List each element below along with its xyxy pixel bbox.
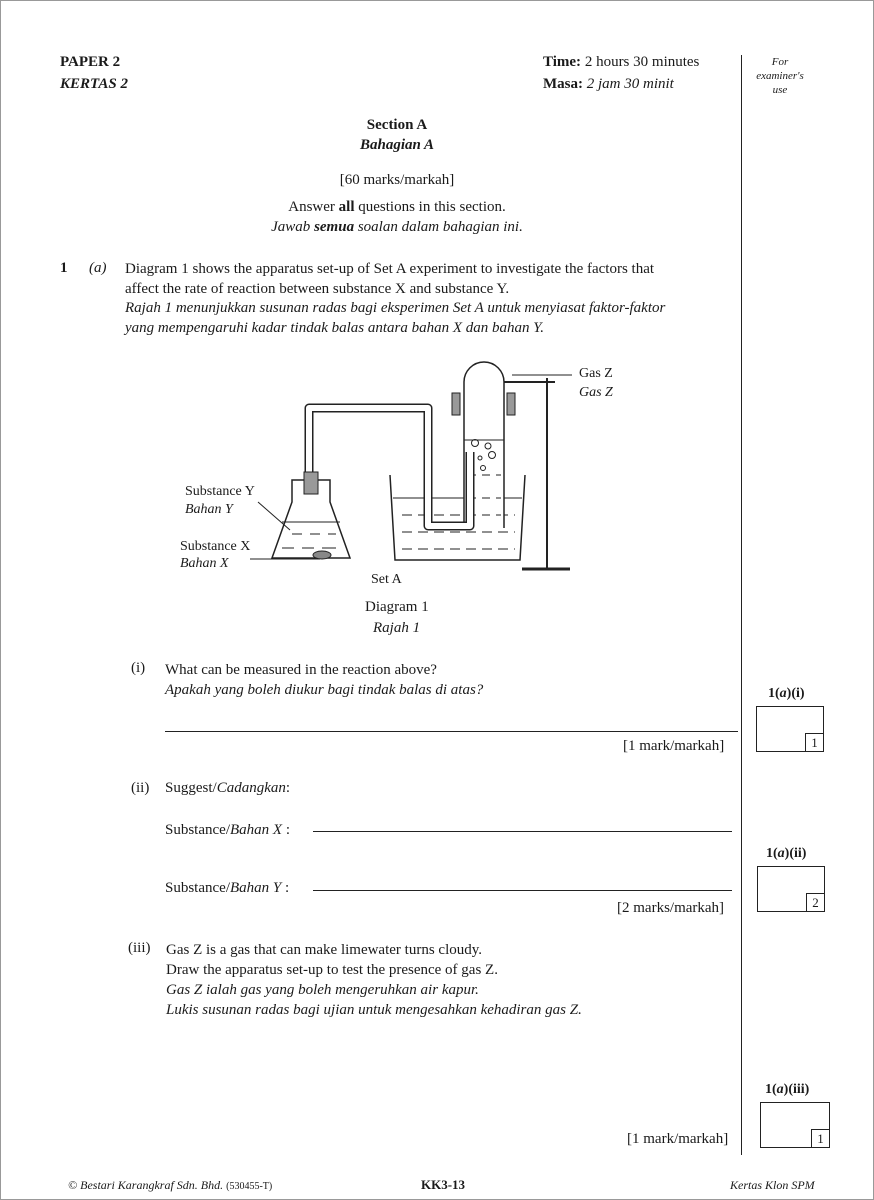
qi-box-label-a: a [779,686,787,701]
qii-box-label-pre: 1( [766,846,778,861]
qi-score-box[interactable] [756,706,824,752]
label-gas-z-ms: Gas Z [579,385,613,400]
qi-text-en: What can be measured in the reaction above? [165,662,437,678]
question-text-ms-2: yang mempengaruhi kadar tindak balas antara bahan X dan bahan Y. [125,319,545,336]
section-instruction [0,199,794,216]
qi-number: (i) [131,660,146,676]
qi-text [165,660,483,700]
clamp-right [507,393,515,415]
question-text-ms-1: Rajah 1 menunjukkan susunan radas bagi eksperimen Set A untuk menyiasat faktor-faktor [125,300,666,316]
masa-value: 2 jam 30 minit [583,76,674,92]
qii-suggest-colon: : [285,780,291,796]
clamp-left [452,393,460,415]
label-set-a: Set A [371,572,402,587]
qii-suggest [165,780,290,797]
qiii-box-label-a: a [776,1082,784,1097]
flask-stopper [304,472,318,494]
qi-box-label-pre: 1( [768,686,780,701]
examiner-note-1: For [771,56,789,68]
question-text-en-1: Diagram 1 shows the apparatus set-up of Set A experiment to investigate the factors that [125,261,655,277]
qiii-score-value: 1 [811,1129,829,1147]
paper-title-ms: KERTAS 2 [60,76,128,92]
footer-code: KK3-13 [421,1177,466,1192]
qi-text-ms: Apakah yang boleh diukur bagi tindak balas di atas? [165,682,484,698]
qii-suggest-ms: Cadangkan [216,780,286,796]
examiner-note-3: use [772,84,788,96]
qii-substance-y-line[interactable] [313,890,732,891]
section-marks-text: [60 marks/markah] [339,172,455,188]
qii-substance-y-label [165,880,289,897]
delivery-tube [309,408,470,526]
qii-sub-y-en: Substance/ [165,880,230,896]
masa-label: Masa: [543,76,583,92]
instr-ms-bold: semua [314,219,355,235]
examiner-note [744,55,816,97]
instr-en-bold: all [338,199,355,215]
qii-substance-x-label [165,822,290,839]
qiii-box-label [765,1082,809,1098]
qiii-score-box[interactable] [760,1102,830,1148]
qii-box-label [766,846,806,862]
label-substance-y: Substance Y [185,484,255,499]
time-label: Time: [543,54,582,70]
qi-score-value: 1 [805,733,823,751]
qi-answer-line[interactable] [165,731,738,732]
qiii-text-en-1: Gas Z is a gas that can make limewater turns cloudy. [166,942,483,958]
footer-reg: (530455-T) [226,1181,273,1192]
pointer-substance-y [258,502,290,530]
question-text [125,260,735,338]
qiii-text-en-2: Draw the apparatus set-up to test the presence of gas Z. [166,962,498,978]
qiii-drawing-area[interactable] [165,1030,725,1125]
diagram-caption-ms: Rajah 1 [373,620,421,636]
examiner-note-2: examiner's [756,70,804,82]
qiii-text-ms-1: Gas Z ialah gas yang boleh mengeruhkan air kapur. [166,982,479,998]
qii-suggest-en: Suggest/ [165,780,217,796]
label-substance-x-ms: Bahan X [180,556,229,571]
qii-substance-x-line[interactable] [313,831,732,832]
diagram-caption: Diagram 1 [365,599,429,615]
footer-series: Kertas Klon SPM [730,1178,815,1192]
instr-ms-1: Jawab [271,219,315,235]
qi-box-label [768,686,805,702]
section-instruction-ms [0,219,794,236]
footer-copyright-text: © Bestari Karangkraf Sdn. Bhd. [68,1178,224,1192]
paper-title: PAPER 2 [60,54,121,70]
qii-marks: [2 marks/markah] [617,900,725,916]
qii-score-box[interactable] [757,866,825,912]
section-title: Section A [366,117,428,133]
qiii-text [166,940,582,1020]
qii-box-label-post: )(ii) [784,846,807,861]
substance-x-solid [313,551,331,559]
section-title-ms: Bahagian A [359,137,435,153]
masa-line [543,76,674,93]
qiii-text-ms-2: Lukis susunan radas bagi ujian untuk mengesahkan kehadiran gas Z. [166,1002,582,1018]
qii-number: (ii) [131,780,150,796]
qii-sub-x-ms: Bahan X [230,822,283,838]
qiii-marks: [1 mark/markah] [627,1131,729,1147]
section-marks [0,172,794,189]
label-substance-y-ms: Bahan Y [185,502,233,517]
instr-en-1: Answer [288,199,339,215]
qii-sub-y-colon: : [281,880,290,896]
label-gas-z: Gas Z [579,366,613,381]
time-line [543,54,699,71]
qi-marks: [1 mark/markah] [623,738,725,754]
qiii-box-label-pre: 1( [765,1082,777,1097]
qiii-box-label-post: )(iii) [783,1082,810,1097]
qii-sub-x-en: Substance/ [165,822,230,838]
label-substance-x: Substance X [180,539,251,554]
question-text-en-2: affect the rate of reaction between substance X and substance Y. [125,280,510,297]
question-number: 1 [60,260,68,276]
question-part: (a) [89,260,107,276]
qii-box-label-a: a [777,846,785,861]
qii-sub-x-colon: : [282,822,290,838]
qii-sub-y-ms: Bahan Y [230,880,282,896]
qii-score-value: 2 [806,893,824,911]
delivery-tube-inner [309,408,470,526]
footer-copyright [68,1178,272,1193]
qiii-number: (iii) [128,940,151,956]
instr-en-2: questions in this section. [354,199,506,215]
instr-ms-2: soalan dalam bahagian ini. [354,219,523,235]
time-value: 2 hours 30 minutes [581,54,700,70]
qi-box-label-post: )(i) [786,686,805,701]
